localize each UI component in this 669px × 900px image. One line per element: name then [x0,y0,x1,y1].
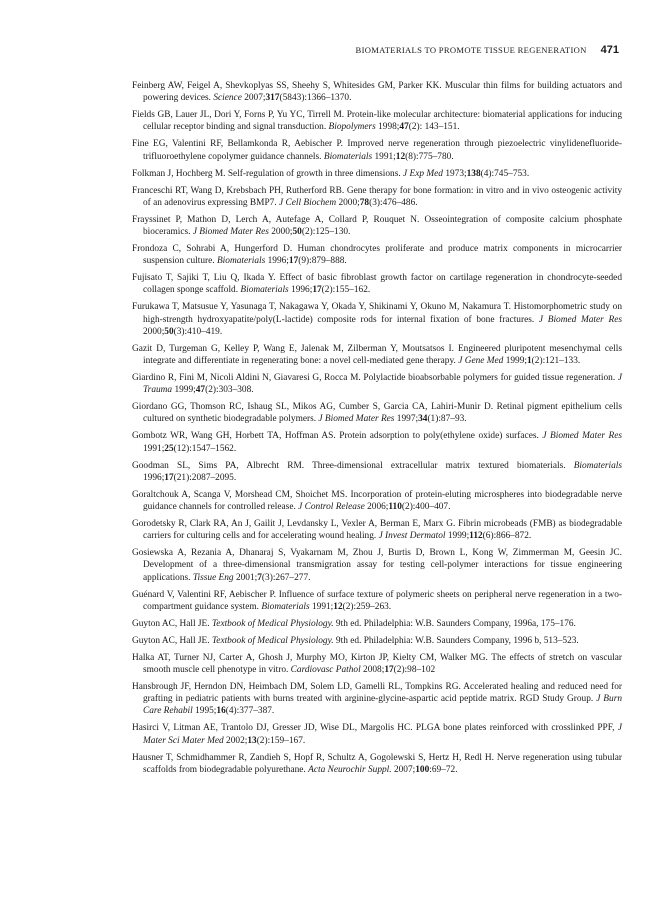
reference-volume: 50 [292,227,302,238]
reference-volume: 78 [359,197,370,208]
running-header [344,44,619,62]
reference-authors: Frondoza C, Sohrabi A, Hungerford D. Human chondrocytes proliferate and produce matrix components in microcarrier suspension culture. [132,244,622,267]
reference-pages: (2):303–308. [205,385,254,396]
reference-pages: (5843):1366–1370. [279,93,352,104]
reference-authors: Halka AT, Turner NJ, Carter A, Ghosh J, Murphy MO, Kirton JP, Kielty CM, Walker MG. The effects of stretch on vascular smooth muscle cell phenotype in vitro. [132,652,622,676]
reference-journal: Biomaterials [261,601,310,612]
reference-volume: 17 [288,256,299,267]
reference-volume: 138 [466,168,481,179]
reference-journal: J Cell Biochem [279,197,337,208]
reference-journal: J Gene Med [458,355,504,366]
reference-entry [132,547,622,583]
reference-journal: Cardiovasc Pathol [290,665,361,676]
reference-pages: (3):476–486. [369,197,418,208]
reference-authors: Guyton AC, Hall JE. [132,618,210,629]
reference-volume: 16 [216,706,226,717]
reference-year: 1991; [143,443,165,454]
reference-journal: Biomaterials [323,151,373,162]
reference-volume: 17 [312,285,322,296]
reference-authors: Giardino R, Fini M, Nicoli Aldini N, Giavaresi G, Rocca M. Polylactide bioabsorbable polymers for guided tissue regeneration. [132,373,616,384]
reference-year: 2007; [244,93,266,104]
reference-entry [132,430,622,454]
reference-year: 1999; [174,385,196,396]
reference-pages: (1):87–93. [427,414,467,425]
reference-authors: Folkman J, Hochberg M. Self-regulation of growth in three dimensions. [132,168,401,179]
reference-journal: J Invest Dermatol [378,531,446,542]
reference-pages: (12):1547–1562. [173,443,237,454]
reference-volume: 34 [418,414,428,425]
reference-volume: 110 [388,502,402,512]
reference-authors: Gosiewska A, Rezania A, Dhanaraj S, Vyakarnam M, Zhou J, Burtis D, Brown L, Kong W, Zimmerman M, Geesin JC. Development of a three-dimensional transmigration assay for testing cell-polymer interactions for tissue engineering applications. [132,548,622,583]
reference-journal: J Biomed Mater Res [192,227,269,238]
reference-year: 2000; [143,326,165,337]
reference-entry [132,109,622,133]
reference-pages: (9):879–888. [298,256,347,267]
reference-entry [132,80,622,104]
reference-journal: J Exp Med [403,168,443,179]
reference-authors: Feinberg AW, Feigel A, Shevkoplyas SS, Sheehy S, Whitesides GM, Parker KK. Muscular thin films for building actuators and powering devices. [132,81,622,104]
reference-journal: Tissue Eng [192,572,234,583]
reference-year: 1997; [396,414,419,425]
reference-volume: 7 [257,572,262,583]
reference-entry [132,243,622,267]
reference-volume: 17 [164,472,174,483]
reference-year: 2000; [271,227,293,238]
reference-authors: Gombotz WR, Wang GH, Horbett TA, Hoffman AS. Protein adsorption to poly(ethylene oxide) surfaces. [132,431,539,442]
reference-pages: (3):410–419. [173,326,223,337]
reference-entry [132,272,622,296]
running-title: BIOMATERIALS TO PROMOTE TISSUE REGENERATION [355,45,587,55]
reference-volume: 25 [164,443,174,454]
reference-pages: :69–72. [429,764,458,775]
reference-journal: Textbook of Medical Physiology. [211,635,334,646]
reference-volume: 50 [164,326,174,337]
reference-journal: J Biomed Mater Res [542,431,622,442]
reference-year: 1996; [291,285,313,296]
reference-list [132,80,622,781]
reference-volume: 112 [469,531,483,542]
reference-authors: Furukawa T, Matsusue Y, Yasunaga T, Nakagawa Y, Okada Y, Shikinami Y, Okuno M, Nakamura T. Histomorphometric study on high-strength hydroxyapatite/poly(L-lactide) composite rods for internal fixation of bone fractures. [132,302,622,325]
reference-pages: (4):377–387. [225,706,275,717]
reference-authors: Goraltchouk A, Scanga V, Morshead CM, Shoichet MS. Incorporation of protein-eluting microspheres into biodegradable nerve guidance channels for controlled release. [132,489,622,512]
reference-year: 1998; [378,122,400,133]
reference-volume: 100 [415,764,430,775]
reference-entry [132,635,622,647]
reference-year: 1973; [445,168,467,179]
reference-pages: (4):745–753. [480,168,530,179]
reference-pages: (2):121–133. [531,355,581,366]
reference-year: 1995; [195,706,217,717]
reference-year: 2006; [367,502,389,512]
reference-entry [132,372,622,396]
reference-authors: Goodman SL, Sims PA, Albrecht RM. Three-dimensional extracellular matrix textured biomaterials. [132,460,566,471]
reference-volume: 317 [265,93,280,104]
reference-volume: 17 [384,665,394,676]
reference-year: 1996; [267,256,289,267]
reference-year: 9th ed. Philadelphia: W.B. Saunders Company, 1996a, 175–176. [335,618,576,629]
reference-authors: Fields GB, Lauer JL, Dori Y, Forns P, Yu YC, Tirrell M. Protein-like molecular architecture: biomaterial applications for inducing cellular receptor binding and signal transduction. [132,110,622,133]
reference-pages: (8):775–780. [405,151,454,162]
reference-pages: (2):259–263. [342,601,392,612]
reference-authors: Hasirci V, Litman AE, Trantolo DJ, Gresser JD, Wise DL, Margolis HC. PLGA bone plates reinforced with crosslinked PPF, [132,723,615,734]
reference-authors: Gazit D, Turgeman G, Kelley P, Wang E, Jalenak M, Zilberman Y, Moutsatsos I. Engineered pluripotent mesenchymal cells integrate and differentiate in regenerating bone: a novel cell-mediated gene therapy. [132,343,622,366]
reference-entry [132,343,622,367]
reference-pages: (2):400–407. [401,502,451,512]
reference-entry [132,460,622,484]
reference-entry [132,681,622,717]
reference-year: 2001; [235,572,258,583]
reference-year: 2007; [393,764,416,775]
reference-pages: (21):2087–2095. [173,472,237,483]
reference-entry [132,401,622,425]
reference-journal: J Trauma [143,373,622,396]
reference-year: 1991; [311,601,334,612]
reference-entry [132,652,622,676]
reference-pages: (3):267–277. [261,572,311,583]
reference-entry [132,722,622,746]
reference-journal: Biomaterials [573,460,622,471]
reference-authors: Hansbrough JF, Herndon DN, Heimbach DM, Solem LD, Gamelli RL, Tompkins RG. Accelerated healing and reduced need for grafting in pediatric patients with burns treated with arginine-glycine-aspartic acid peptide matrix. RGD Study Group. [132,682,622,705]
reference-entry [132,301,622,337]
reference-authors: Fine EG, Valentini RF, Bellamkonda R, Aebischer P. Improved nerve regeneration through piezoelectric vinylidenefluoride-trifluoroethylene copolymer guidance channels. [132,139,622,162]
reference-entry [132,489,622,513]
reference-year: 1996; [143,472,165,483]
reference-year: 1991; [374,151,396,162]
reference-volume: 47 [195,385,206,396]
reference-entry [132,214,622,238]
reference-volume: 47 [399,122,409,133]
reference-authors: Gorodetsky R, Clark RA, An J, Gailit J, Levdansky L, Vexler A, Berman E, Marx G. Fibrin microbeads (FMB) as biodegradable carriers for culturing cells and for accelerating wound healing. [132,519,622,542]
reference-pages: (2):98–102 [393,665,436,676]
reference-year: 2000; [338,197,360,208]
reference-journal: Biomaterials [240,285,289,296]
reference-entry [132,518,622,542]
reference-entry [132,752,622,776]
reference-entry [132,618,622,630]
page-number: 471 [600,44,619,56]
reference-entry [132,589,622,613]
reference-entry [132,138,622,162]
reference-volume: 12 [395,151,406,162]
reference-authors: Guénard V, Valentini RF, Aebischer P. Influence of surface texture of polymeric sheets on peripheral nerve regeneration in a two-compartment guidance system. [132,589,622,612]
reference-authors: Guyton AC, Hall JE. [132,635,210,646]
reference-journal: Biomaterials [216,256,266,267]
reference-journal: J Biomed Mater Res [538,314,622,325]
reference-authors: Giordano GG, Thomson RC, Ishaug SL, Mikos AG, Cumber S, Garcia CA, Lahiri-Munir D. Retinal pigment epithelium cells cultured on synthetic biodegradable polymers. [132,402,622,425]
reference-journal: J Burn Care Rehabil [143,694,622,717]
reference-entry [132,185,622,209]
reference-pages: (6):866–872. [482,531,532,542]
reference-journal: J Biomed Mater Res [318,414,395,425]
reference-year: 2008; [363,665,385,676]
reference-volume: 13 [247,735,257,746]
reference-authors: Fujisato T, Sajiki T, Liu Q, Ikada Y. Effect of basic fibroblast growth factor on cartilage regeneration in chondrocyte-seeded collagen sponge scaffold. [132,273,622,296]
reference-journal: Textbook of Medical Physiology. [211,618,334,629]
reference-volume: 12 [333,601,343,612]
reference-authors: Frayssinet P, Mathon D, Lerch A, Autefage A, Collard P, Rouquet N. Osseointegration of composite calcium phosphate bioceramics. [132,214,622,238]
reference-year: 1999; [505,355,527,366]
reference-pages: (2):159–167. [256,735,306,746]
reference-year: 9th ed. Philadelphia: W.B. Saunders Company, 1996 b, 513–523. [335,635,579,646]
reference-journal: Biopolymers [328,122,376,133]
reference-journal: J Mater Sci Mater Med [143,723,623,746]
reference-journal: Science [213,93,242,104]
reference-journal: J Control Release [298,502,365,512]
reference-authors: Franceschi RT, Wang D, Krebsbach PH, Rutherford RB. Gene therapy for bone formation: in vitro and in vivo osteogenic activity of an adenovirus expressing BMP7. [132,185,622,208]
reference-year: 1999; [447,531,470,542]
reference-journal: Acta Neurochir Suppl. [308,764,392,775]
reference-authors: Hausner T, Schmidhammer R, Zandieh S, Hopf R, Schultz A, Gogolewski S, Hertz H, Redl H. Nerve regeneration using tubular scaffolds from biodegradable polyurethane. [132,752,622,775]
reference-pages: (2): 143–151. [408,122,460,133]
reference-pages: (2):155–162. [321,285,371,296]
reference-pages: (2):125–130. [301,227,351,238]
reference-entry [132,168,622,180]
reference-year: 2002; [226,735,248,746]
reference-volume: 1 [527,355,532,366]
